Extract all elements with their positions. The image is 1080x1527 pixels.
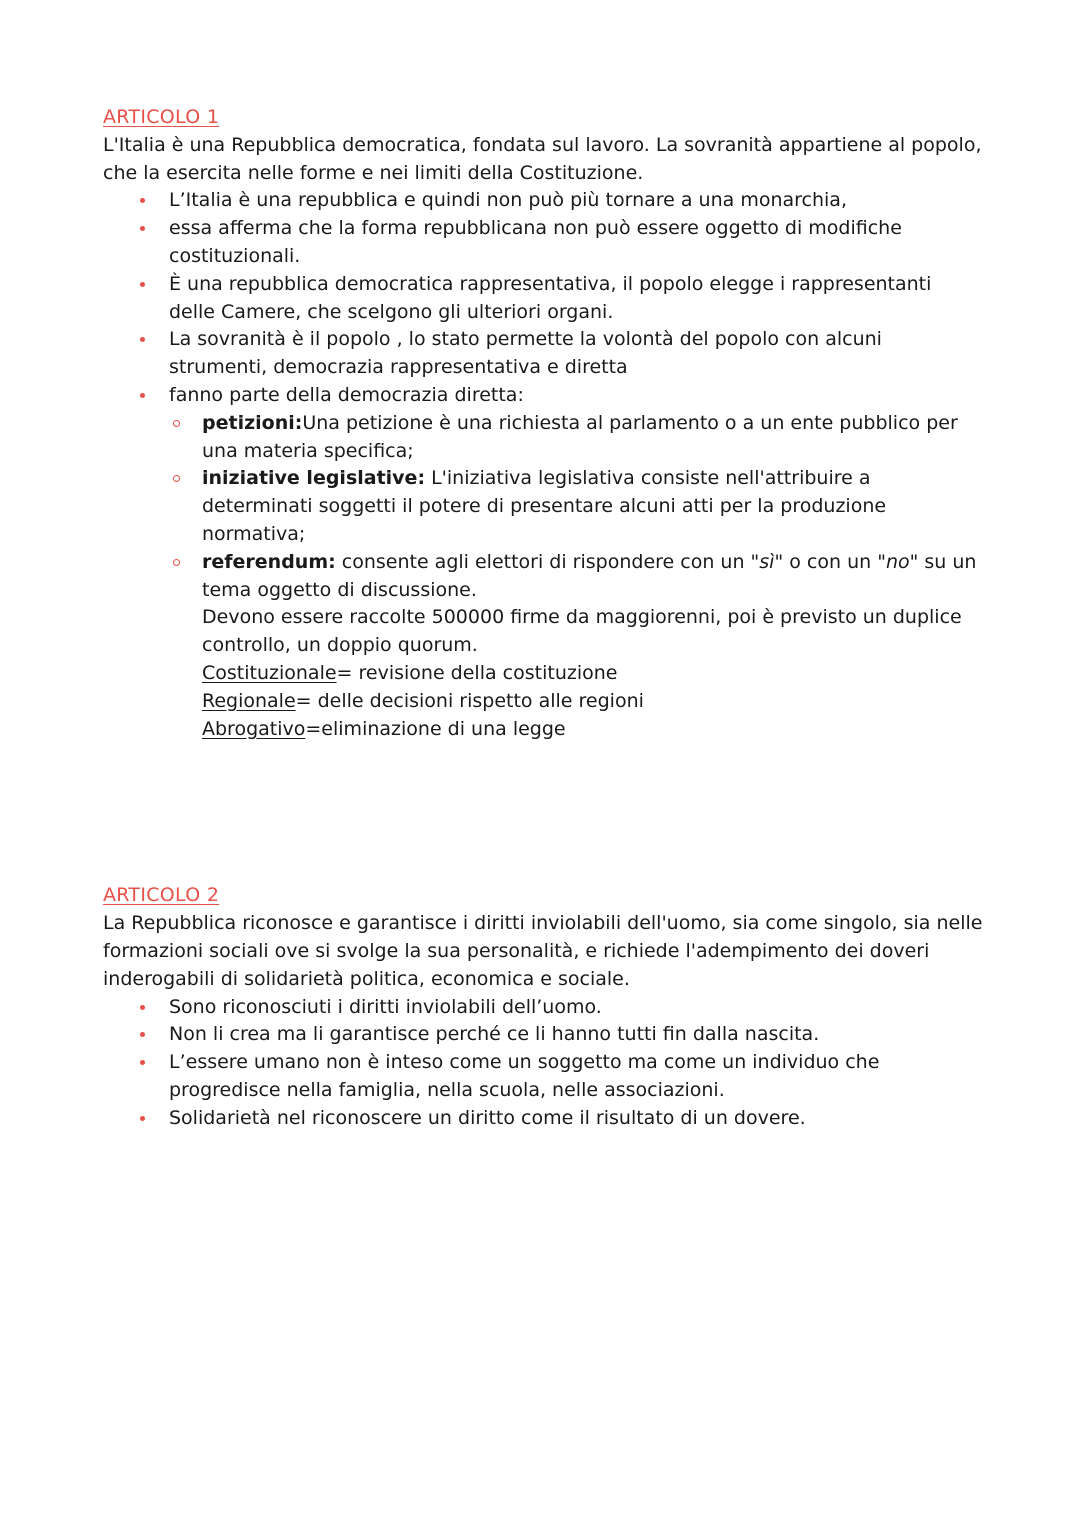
article-1	[103, 104, 983, 743]
list-item: fanno parte della democrazia diretta: petizioni:Una petizione è una richiesta al parlamento o a un ente pubblico per una materia specifica; iniziative legislative: L'iniziativa legislativa consiste nell'attribuire a determinati soggetti il potere di presentare alcuni atti per la produzione normativa; referendum: consente agli elettori di rispondere con un "sì" o con un "no" su un tema oggetto di discussione. Devono essere raccolte 500000 firme da maggiorenni, poi è previsto un duplice controllo, un doppio quorum. Costituzionale= revisione della costituzione Regionale= delle decisioni rispetto alle regioni Abrogativo=eliminazione di una legge	[169, 382, 983, 743]
referendum-type: Abrogativo=eliminazione di una legge	[202, 717, 566, 740]
list-item: Non li crea ma li garantisce perché ce li hanno tutti fin dalla nascita.	[169, 1021, 983, 1049]
article-1-heading: ARTICOLO 1	[103, 106, 220, 128]
list-item: Sono riconosciuti i diritti inviolabili dell’uomo.	[169, 994, 983, 1022]
sublist-item-referendum: referendum: consente agli elettori di rispondere con un "sì" o con un "no" su un tema oggetto di discussione. Devono essere raccolte 500000 firme da maggiorenni, poi è previsto un duplice controllo, un doppio quorum. Costituzionale= revisione della costituzione Regionale= delle decisioni rispetto alle regioni Abrogativo=eliminazione di una legge	[202, 549, 983, 744]
list-item: L’essere umano non è inteso come un soggetto ma come un individuo che progredisce nella famiglia, nella scuola, nelle associazioni.	[169, 1049, 983, 1105]
referendum-type: Costituzionale= revisione della costituzione	[202, 661, 618, 684]
list-item: È una repubblica democratica rappresentativa, il popolo elegge i rappresentanti delle Camere, che scelgono gli ulteriori organi.	[169, 271, 983, 327]
bullet-icon	[140, 1005, 145, 1010]
article-2-bullets	[103, 994, 983, 1133]
list-item: La sovranità è il popolo , lo stato permette la volontà del popolo con alcuni strumenti, democrazia rappresentativa e diretta	[169, 326, 983, 382]
term: referendum:	[202, 550, 336, 573]
bullet-icon	[140, 1116, 145, 1121]
article-1-bullets	[103, 187, 983, 743]
bullet-icon	[140, 198, 145, 203]
article-2-heading: ARTICOLO 2	[103, 884, 220, 907]
list-item: essa afferma che la forma repubblicana non può essere oggetto di modifiche costituzionali.	[169, 215, 983, 271]
bullet-icon	[140, 1060, 145, 1065]
list-item: Solidarietà nel riconoscere un diritto come il risultato di un dovere.	[169, 1105, 983, 1133]
bullet-icon	[140, 226, 145, 231]
referendum-type: Regionale= delle decisioni rispetto alle regioni	[202, 689, 644, 712]
sublist-item-petizioni: petizioni:Una petizione è una richiesta al parlamento o a un ente pubblico per una materia specifica;	[202, 410, 983, 466]
term: iniziative legislative:	[202, 467, 426, 490]
circle-bullet-icon	[173, 420, 180, 427]
direct-democracy-sublist	[169, 410, 983, 744]
section-spacer	[103, 743, 983, 882]
bullet-icon	[140, 393, 145, 398]
article-2	[103, 882, 983, 1132]
circle-bullet-icon	[173, 559, 180, 566]
list-item: L’Italia è una repubblica e quindi non può più tornare a una monarchia,	[169, 187, 983, 215]
article-2-text: La Repubblica riconosce e garantisce i diritti inviolabili dell'uomo, sia come singolo, sia nelle formazioni sociali ove si svolge la sua personalità, e richiede l'adempimento dei doveri inderogabili di solidarietà politica, economica e sociale.	[103, 912, 983, 990]
article-1-text: L'Italia è una Repubblica democratica, fondata sul lavoro. La sovranità appartiene al popolo, che la esercita nelle forme e nei limiti della Costituzione.	[103, 133, 982, 184]
bullet-icon	[140, 337, 145, 342]
circle-bullet-icon	[173, 475, 180, 482]
sublist-item-iniziative: iniziative legislative: L'iniziativa legislativa consiste nell'attribuire a determinati soggetti il potere di presentare alcuni atti per la produzione normativa;	[202, 465, 983, 548]
bullet-icon	[140, 1032, 145, 1037]
bullet-icon	[140, 282, 145, 287]
document-page	[103, 104, 983, 1133]
referendum-note: Devono essere raccolte 500000 firme da maggiorenni, poi è previsto un duplice controllo, un doppio quorum.	[202, 606, 962, 657]
term: petizioni:	[202, 411, 303, 434]
